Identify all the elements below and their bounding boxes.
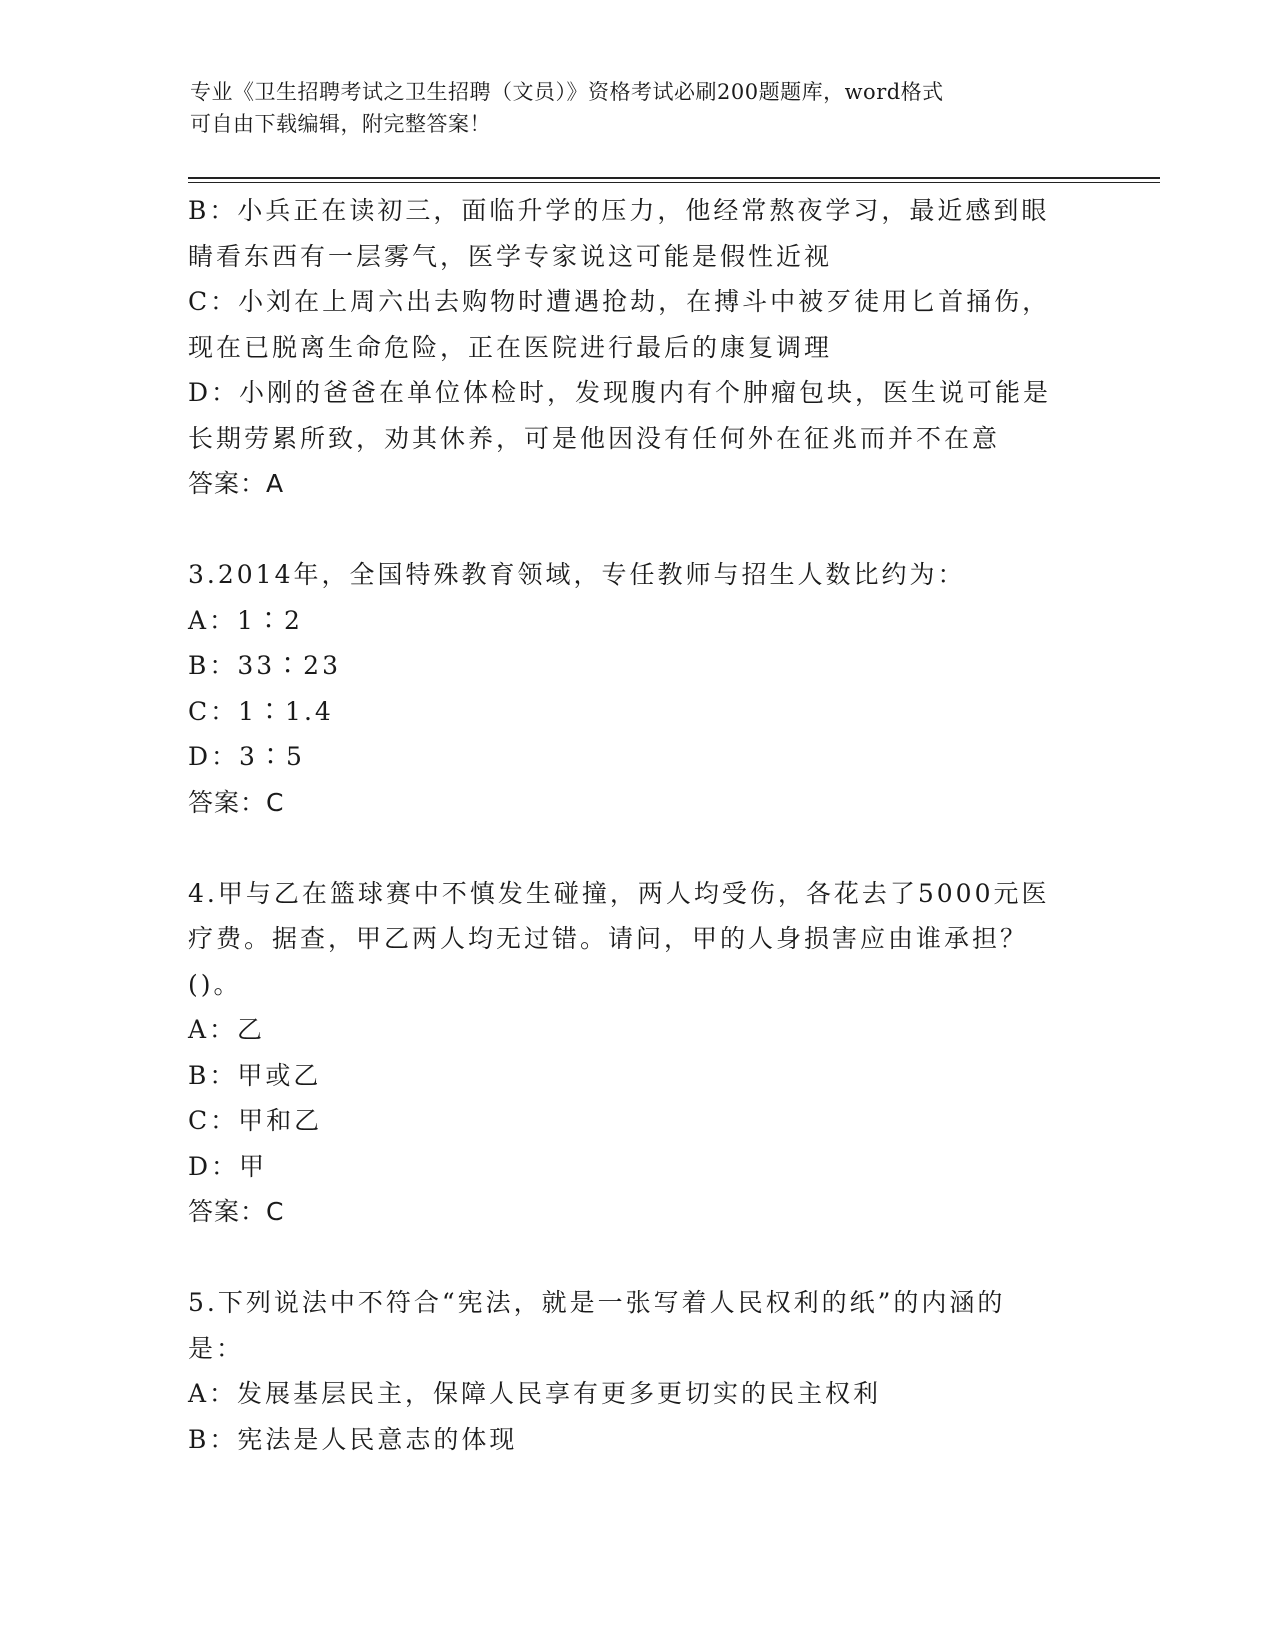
q2-option-d-line-1: D：小刚的爸爸在单位体检时，发现腹内有个肿瘤包块，医生说可能是	[188, 378, 1052, 407]
question-3	[188, 552, 1108, 825]
q3-option-d: D：3∶5	[188, 742, 305, 771]
q4-answer: 答案：C	[188, 1197, 285, 1226]
header-divider-thin	[188, 182, 1160, 183]
q4-option-c: C：甲和乙	[188, 1106, 323, 1135]
spacer	[188, 825, 1108, 871]
question-4	[188, 871, 1108, 1235]
question-2	[188, 188, 1108, 507]
q5-option-a: A：发展基层民主，保障人民享有更多更切实的民主权利	[188, 1379, 882, 1408]
q5-stem-line-2: 是：	[188, 1333, 245, 1363]
q2-option-c-line-2: 现在已脱离生命危险，正在医院进行最后的康复调理	[188, 332, 833, 362]
q4-option-d: D：甲	[188, 1151, 268, 1181]
q3-option-a: A：1∶2	[188, 605, 303, 635]
header-title-line-2: 可自由下载编辑，附完整答案！	[190, 112, 491, 136]
q4-stem-line-1: 4.甲与乙在篮球赛中不慎发生碰撞，两人均受伤，各花去了5000元医	[188, 878, 1050, 908]
q2-option-c-line-1: C：小刘在上周六出去购物时遭遇抢劫，在搏斗中被歹徒用匕首捅伤，	[188, 287, 1051, 316]
q3-stem: 3.2014年，全国特殊教育领域，专任教师与招生人数比约为：	[188, 560, 966, 589]
document-body	[188, 188, 1108, 1462]
header-title-line-1: 专业《卫生招聘考试之卫生招聘（文员）》资格考试必刷200题题库，word格式	[190, 80, 944, 104]
q2-answer: 答案：A	[188, 469, 285, 498]
q2-option-d-line-2: 长期劳累所致，劝其休养，可是他因没有任何外在征兆而并不在意	[188, 423, 1001, 453]
q2-option-b-line-2: 睛看东西有一层雾气，医学专家说这可能是假性近视	[188, 241, 833, 271]
q3-answer: 答案：C	[188, 787, 285, 817]
q3-option-b: B：33∶23	[188, 651, 341, 680]
q4-option-a: A：乙	[188, 1015, 266, 1044]
q5-stem-line-1: 5.下列说法中不符合“宪法，就是一张写着人民权利的纸”的内涵的	[188, 1288, 1006, 1317]
q4-option-b: B：甲或乙	[188, 1060, 322, 1090]
document-header	[190, 76, 1110, 140]
question-5	[188, 1280, 1108, 1462]
q5-option-b: B：宪法是人民意志的体现	[188, 1424, 518, 1454]
spacer	[188, 1235, 1108, 1281]
q4-stem-line-2: 疗费。据查，甲乙两人均无过错。请问，甲的人身损害应由谁承担？	[188, 924, 1029, 953]
header-divider-thick	[188, 177, 1160, 179]
q4-stem-line-3: ()。	[188, 969, 242, 999]
q2-option-b-line-1: B：小兵正在读初三，面临升学的压力，他经常熬夜学习，最近感到眼	[188, 196, 1050, 225]
spacer	[188, 507, 1108, 553]
q3-option-c: C：1∶1.4	[188, 696, 334, 726]
